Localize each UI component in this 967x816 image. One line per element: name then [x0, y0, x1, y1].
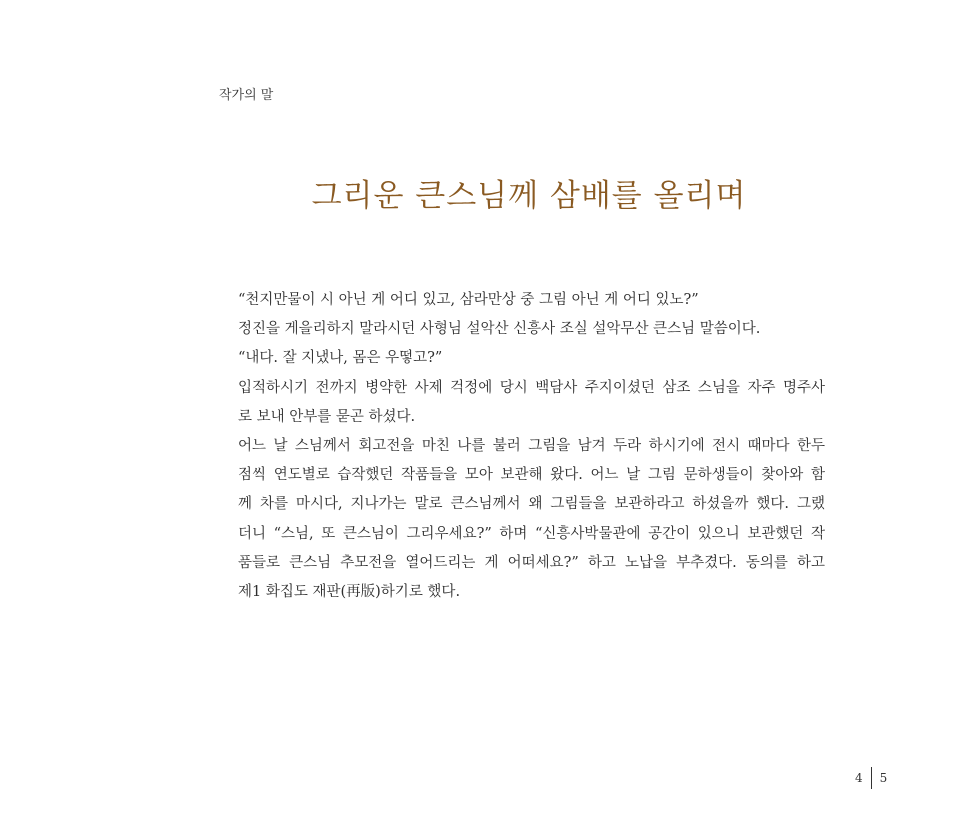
page-numbers — [855, 766, 887, 790]
page-divider — [871, 767, 872, 789]
body-line: 점씩 연도별로 습작했던 작품들을 모아 보관해 왔다. 어느 날 그림 문하생들이 찾아와 함 — [238, 467, 825, 484]
body-line: 품들로 큰스님 추모전을 열어드리는 게 어떠세요?” 하고 노납을 부추겼다. 동의를 하고 — [238, 554, 825, 571]
body-line: 더니 “스님, 또 큰스님이 그리우세요?” 하며 “신흥사박물관에 공간이 있으니 보관했던 작 — [238, 525, 825, 542]
body-line: 어느 날 스님께서 회고전을 마친 나를 불러 그림을 남겨 두라 하시기에 전시 때마다 한두 — [238, 437, 825, 454]
page-title: 그리운 큰스님께 삼배를 올리며 — [311, 178, 747, 214]
body-line: 께 차를 마시다, 지나가는 말로 큰스님께서 왜 그림들을 보관하라고 하셨을까 했다. 그랬 — [238, 496, 825, 513]
body-line: “천지만물이 시 아닌 게 어디 있고, 삼라만상 중 그림 아닌 게 어디 있노?” — [238, 292, 699, 308]
page-number-right: 5 — [879, 771, 888, 785]
body-line: 제1 화집도 재판(再版)하기로 했다. — [238, 583, 461, 600]
body-line: 정진을 게을리하지 말라시던 사형님 설악산 신흥사 조실 설악무산 큰스님 말씀이다. — [238, 321, 761, 338]
section-label: 작가의 말 — [219, 88, 274, 103]
page-number-left: 4 — [855, 771, 863, 785]
body-text — [238, 286, 825, 607]
body-line: 로 보내 안부를 묻곤 하셨다. — [238, 408, 416, 425]
body-line: “내다. 잘 지냈나, 몸은 우떻고?” — [238, 350, 443, 367]
body-line: 입적하시기 전까지 병약한 사제 걱정에 당시 백담사 주지이셨던 삼조 스님을 자주 명주사 — [238, 379, 825, 396]
